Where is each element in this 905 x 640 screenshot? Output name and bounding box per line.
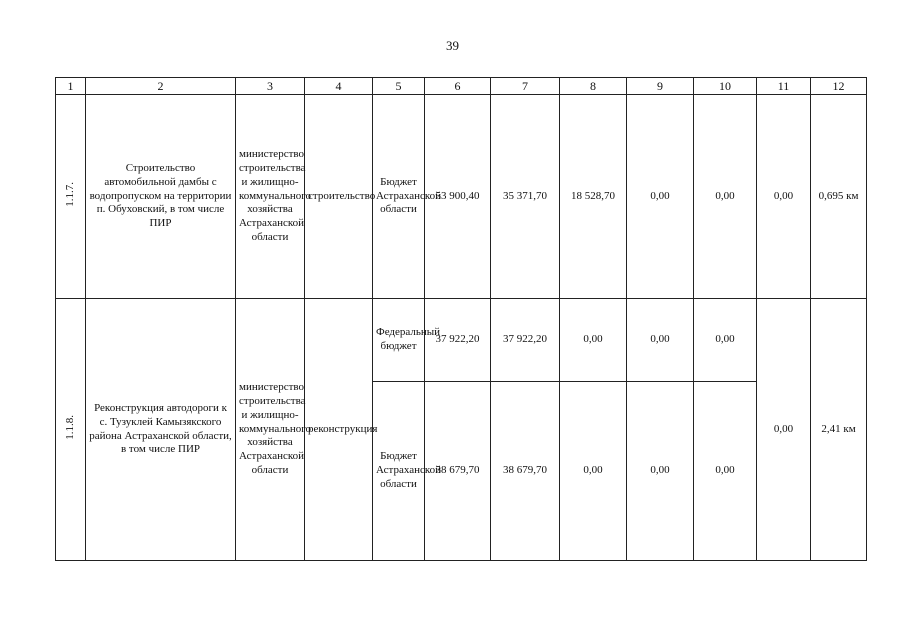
value-cell: 0,00 (560, 382, 627, 561)
program-table (55, 77, 867, 561)
column-header: 12 (811, 78, 867, 95)
length-cell: 2,41 км (811, 299, 867, 561)
funding-source-cell: Федеральный бюджет (373, 299, 425, 382)
row-id-cell (56, 299, 86, 561)
value-cell: 35 371,70 (491, 95, 560, 299)
value-cell: 0,00 (694, 299, 757, 382)
value-cell: 0,00 (627, 382, 694, 561)
project-name-cell: Реконструкция автодороги к с. Тузуклей Камызякского района Астраханской области, в том числе ПИР (86, 299, 236, 561)
table-row (56, 299, 867, 382)
work-type-cell: реконструкция (305, 299, 373, 561)
column-header: 7 (491, 78, 560, 95)
row-id-cell (56, 95, 86, 299)
column-header: 5 (373, 78, 425, 95)
column-header: 8 (560, 78, 627, 95)
row-id: 1.1.8. (63, 414, 76, 440)
value-cell: 0,00 (560, 299, 627, 382)
value-cell: 18 528,70 (560, 95, 627, 299)
value-cell: 0,00 (694, 95, 757, 299)
row-id: 1.1.7. (63, 181, 76, 207)
column-header: 4 (305, 78, 373, 95)
value-cell: 0,00 (694, 382, 757, 561)
column-header: 9 (627, 78, 694, 95)
table-header-row (56, 78, 867, 95)
value-cell: 0,00 (757, 95, 811, 299)
column-header: 3 (236, 78, 305, 95)
length-cell: 0,695 км (811, 95, 867, 299)
value-cell: 37 922,20 (491, 299, 560, 382)
value-cell: 0,00 (627, 95, 694, 299)
value-cell: 38 679,70 (491, 382, 560, 561)
value-cell: 38 679,70 (425, 382, 491, 561)
column-header: 11 (757, 78, 811, 95)
work-type-cell: строительство (305, 95, 373, 299)
funding-source-cell: Бюджет Астраханской области (373, 382, 425, 561)
value-cell: 53 900,40 (425, 95, 491, 299)
value-cell: 0,00 (627, 299, 694, 382)
column-header: 6 (425, 78, 491, 95)
funding-source-cell: Бюджет Астраханской области (373, 95, 425, 299)
column-header: 1 (56, 78, 86, 95)
column-header: 2 (86, 78, 236, 95)
column-header: 10 (694, 78, 757, 95)
value-cell: 0,00 (757, 299, 811, 561)
executor-cell: министерство строительства и жилищно-коммунального хозяйства Астраханской области (236, 299, 305, 561)
value-cell: 37 922,20 (425, 299, 491, 382)
page-number: 39 (446, 38, 459, 53)
executor-cell: министерство строительства и жилищно-коммунального хозяйства Астраханской области (236, 95, 305, 299)
table-row (56, 95, 867, 299)
project-name-cell: Строительство автомобильной дамбы с водопропуском на территории п. Обуховский, в том числе ПИР (86, 95, 236, 299)
